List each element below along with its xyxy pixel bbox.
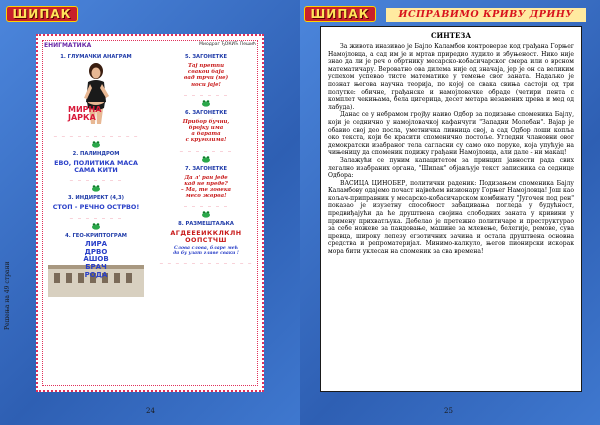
puzzle-8-answer-blanks: _ _ _ _ _ _ _ _ _ _ _ _ <box>159 258 253 265</box>
puzzle-1-heading: 1. ГЛУМАЧКИ АНАГРАМ <box>60 54 132 60</box>
magazine-logo-left[interactable]: ШИПАК <box>6 6 78 22</box>
article-paragraph: ВАСИЦА ЦИНОБЕР, политички раденик: Подизањем споменика Бајлу Каламбову одајемо почаст највећем визионару Горњег Намојловца! Још као кољач-приправник у месарско-кобасичарском комбинату "Југочен под рен" показао је изузетну способност забацивања погледа у будућност, предвиђајући да ће друштвена својина слободних заната у кривини у примену прихватљука. Дебелао је претежно политичаре и преструктурао за себе ножеве за пандовање, машине за млевење, белегије, ремове, сува цревца, широку лепезу егзотичних зачина и остала друштвена основна средства и репроматеријал. Минимо-калкуло, његов пионирски искорак мора бити уклесан на споменик за сва времена! <box>328 179 574 256</box>
frog-divider-icon <box>90 140 102 148</box>
article-paragraph: Данас се у небрамом гројђу наиво Одбор за подизање споменика Бајлу, који је седнично у намојловачкој кафанчуги "Западни Молебан". Вајар је обавио свој део посла, уметничка ливница свој, а сад Одбор лоши копља око текста, који бе красити споменично постоље. Угледни члановни овог демократски изабраног тела сагласни су само око поруке, која упућује на чињеницу да споменик подижу грађани Намојловца, али дале - ни макац! <box>328 111 574 157</box>
page-number-right: 25 <box>444 407 453 415</box>
enigmatika-title: ЕНИГМАТИКА <box>44 42 92 49</box>
puzzle-4-heading: 4. ГЕО-КРИПТОГРАМ <box>65 232 127 239</box>
puzzle-column-left <box>44 52 148 297</box>
puzzle-8-letters: АГДЕЕЕИККЛКЛН ООПСТЧШ <box>170 229 242 245</box>
solutions-note: Решења на 49 страни <box>4 261 11 330</box>
article-paragraph: За живота иназивао је Бајло Каламбов контроверзе код грађана Горњег Намојловца, а сад им је и мртав приредио лудило и збуњеност. Нико није знао да ли је реч о обртнику месарско-кобасичарског смера или о врсном математичару. Вероватно ова дилема није од значаја, јер је он са великим успехом успевао тисте математике у темење свог заната. Надаљко је познат његова научна теорија, по којој се свака свиња састоји од три полутке: обичне, грађанске и намојловачке обраде (четири пента с комплет чекињама, бела цигерица, десет метара незавених црева и мед од лабуда). <box>328 43 574 111</box>
puzzle-2-heading: 2. ПАЛИНДРОМ <box>72 150 120 157</box>
puzzle-6-answer-blanks: _ _ _ _ _ _ _ <box>179 145 233 152</box>
puzzle-5-answer-blanks: _ _ _ _ _ _ <box>183 89 229 96</box>
puzzle-7-answer-blanks: _ _ _ _ _ _ <box>183 201 229 208</box>
frog-divider-icon <box>90 184 102 192</box>
article-title: СИНТЕЗА <box>430 31 472 40</box>
puzzle-7-heading: 7. ЗАГОНЕТКЕ <box>184 165 227 172</box>
puzzle-1-answer-blanks: _ _ _ _ _ _ _ _ _ _ _ <box>53 130 139 137</box>
puzzle-1-text: МИРНА ЈАРКА <box>68 105 102 123</box>
frog-divider-icon <box>90 222 102 230</box>
puzzle-4-block <box>44 239 148 297</box>
frog-divider-icon <box>200 210 212 218</box>
puzzle-sheet <box>36 34 264 392</box>
puzzle-author: Миодраг ЂОКИЋ Пешић <box>199 42 256 47</box>
slogan-banner: ИСПРАВИМО КРИВУ ДРИНУ <box>386 8 586 22</box>
puzzle-2-answer-blanks: _ _ _ _ _ _ _ <box>69 175 123 182</box>
puzzle-7-text: Да л' ран једе кад не преде? – Ма, те зовека месо жврва! <box>181 174 231 200</box>
puzzle-8-hint: Слова слова, бларе мећ да бу узат главе сваки ! <box>173 245 239 257</box>
puzzle-8-heading: 8. РАЗМЕШТАЉКА <box>178 221 234 228</box>
puzzle-5-heading: 5. ЗАГОНЕТКЕ <box>184 54 227 60</box>
frog-divider-icon <box>200 99 212 107</box>
puzzle-2-text: ЕВО, ПОЛИТИКА МАСА САМА КИТИ <box>54 158 138 174</box>
page-number-left: 24 <box>146 407 155 415</box>
puzzle-5-text: Тај претпи свакои баја вад трчи (не) носи јаје! <box>183 63 229 88</box>
puzzle-3-text: СТОП - РЕЧНО ОСТРВО! <box>52 203 140 212</box>
puzzle-4-text: ЛИРА ДРВО АШОВ БРАЧ РОДА <box>83 239 109 279</box>
article-paragraph: Залажући се пуним капацитетом за принцип јавности рада свих легално изабраних органа, "Шипак" објављује текст записника са седнице Одбора: <box>328 156 574 180</box>
puzzle-6-text: Прибор бучни, бројку има а барата с кругозима! <box>182 118 230 144</box>
puzzle-column-right <box>154 52 258 266</box>
right-page <box>300 0 600 425</box>
puzzle-3-heading: 3. ИНДИРЕКТ (4,3) <box>68 195 124 202</box>
puzzle-3-answer-blanks: _ _ _ _ _ _ _ <box>69 212 123 219</box>
magazine-logo-right[interactable]: ШИПАК <box>304 6 376 22</box>
frog-divider-icon <box>200 155 212 163</box>
article-box <box>320 26 582 392</box>
puzzle-6-heading: 6. ЗАГОНЕТКЕ <box>184 109 227 116</box>
